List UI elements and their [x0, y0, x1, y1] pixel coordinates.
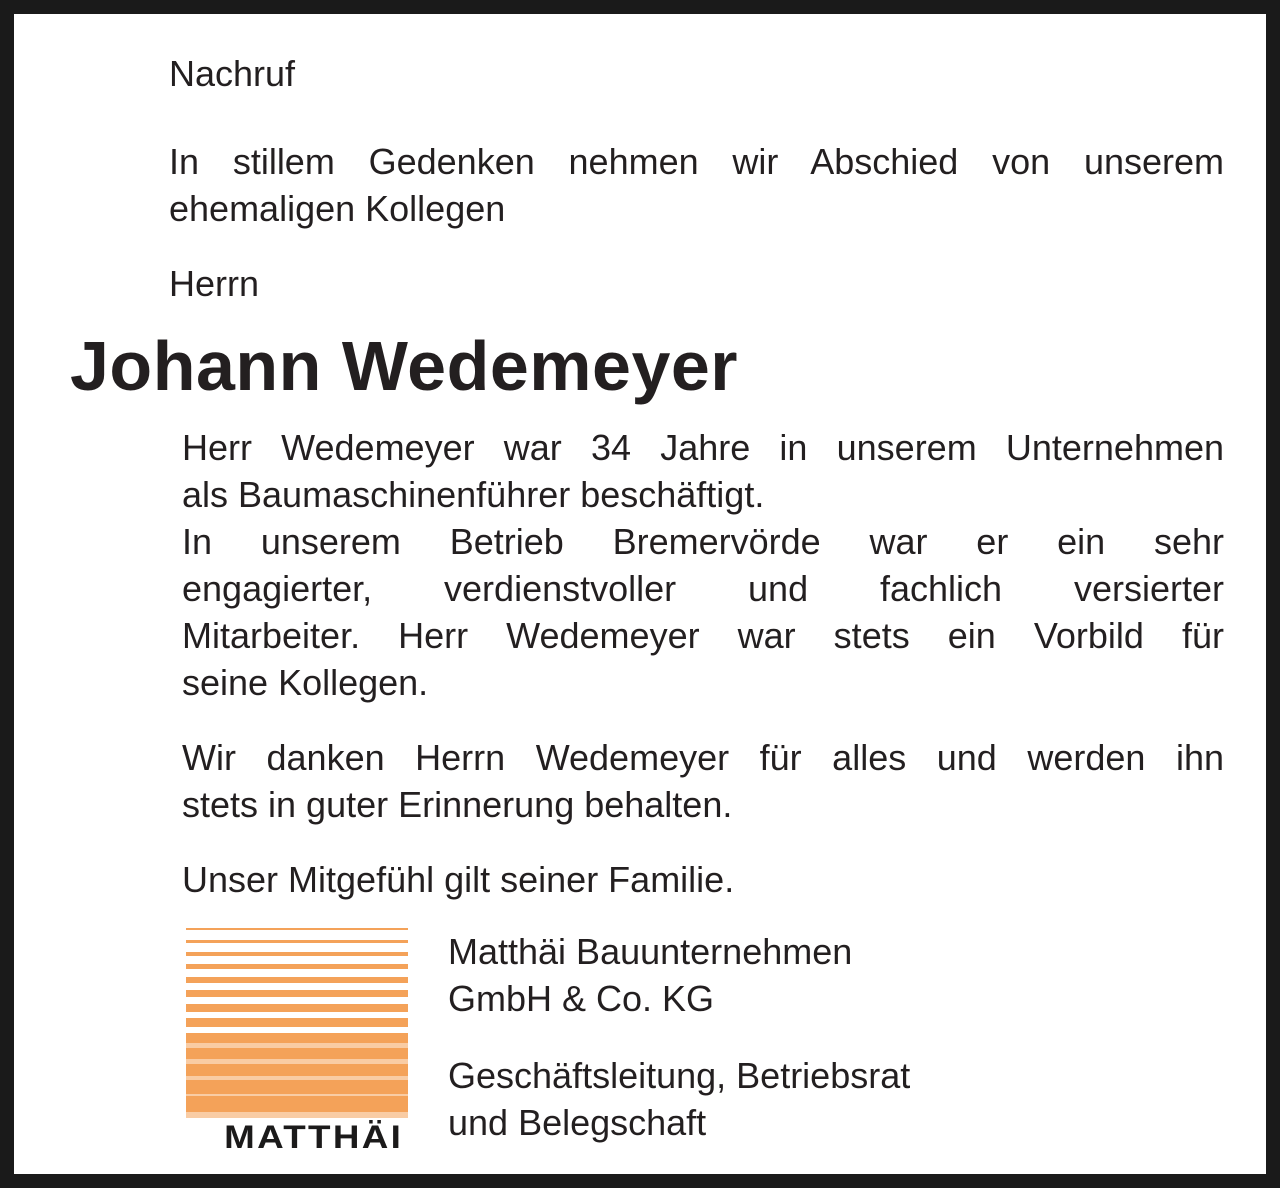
intro-line: In stillem Gedenken nehmen wir Abschied von unserem	[169, 141, 1224, 182]
logo-stripe	[186, 940, 408, 943]
logo-stripe	[186, 1080, 408, 1094]
logo-stripe	[186, 1018, 408, 1027]
paragraph-line: Herr Wedemeyer war 34 Jahre in unserem Unternehmen	[182, 427, 1224, 468]
company-logo	[186, 928, 408, 1155]
paragraph-line: engagierter, verdienstvoller und fachlich versierter	[182, 568, 1224, 609]
signatory-line: und Belegschaft	[448, 1102, 707, 1143]
intro-text	[169, 138, 1224, 232]
logo-stripe	[186, 1064, 408, 1076]
signatories	[448, 1052, 910, 1146]
salutation: Herrn	[169, 263, 260, 304]
logo-stripes-graphic	[186, 928, 408, 1118]
deceased-name: Johann Wedemeyer	[70, 327, 739, 405]
logo-stripe	[186, 1033, 408, 1043]
logo-stripe	[186, 952, 408, 956]
paragraph-line: Unser Mitgefühl gilt seiner Familie.	[182, 859, 735, 900]
company-line: Matthäi Bauunternehmen	[448, 931, 853, 972]
paragraph-line: Mitarbeiter. Herr Wedemeyer war stets ein Vorbild für	[182, 615, 1224, 656]
logo-stripe	[186, 1004, 408, 1012]
signatory-line: Geschäftsleitung, Betriebsrat	[448, 1055, 911, 1096]
obituary-notice	[14, 14, 1266, 1174]
logo-wordmark: MATTHÄI	[224, 1119, 404, 1155]
paragraph-line: seine Kollegen.	[182, 662, 429, 703]
logo-stripe	[186, 964, 408, 969]
logo-stripe	[186, 977, 408, 983]
paragraph-line: stets in guter Erinnerung behalten.	[182, 784, 733, 825]
paragraph-line: Wir danken Herrn Wedemeyer für alles und werden ihn	[182, 737, 1224, 778]
company-line: GmbH & Co. KG	[448, 978, 715, 1019]
tribute-paragraph	[182, 424, 1224, 706]
notice-heading: Nachruf	[169, 53, 296, 94]
company-name	[448, 928, 852, 1022]
paragraph-line: In unserem Betrieb Bremervörde war er ein sehr	[182, 521, 1224, 562]
paragraph-line: als Baumaschinenführer beschäftigt.	[182, 474, 765, 515]
intro-line: ehemaligen Kollegen	[169, 188, 506, 229]
thanks-paragraph	[182, 734, 1224, 828]
logo-stripe	[186, 1096, 408, 1112]
logo-stripe	[186, 928, 408, 930]
logo-stripe	[186, 1048, 408, 1059]
logo-stripe	[186, 990, 408, 997]
condolence-paragraph	[182, 856, 1224, 903]
